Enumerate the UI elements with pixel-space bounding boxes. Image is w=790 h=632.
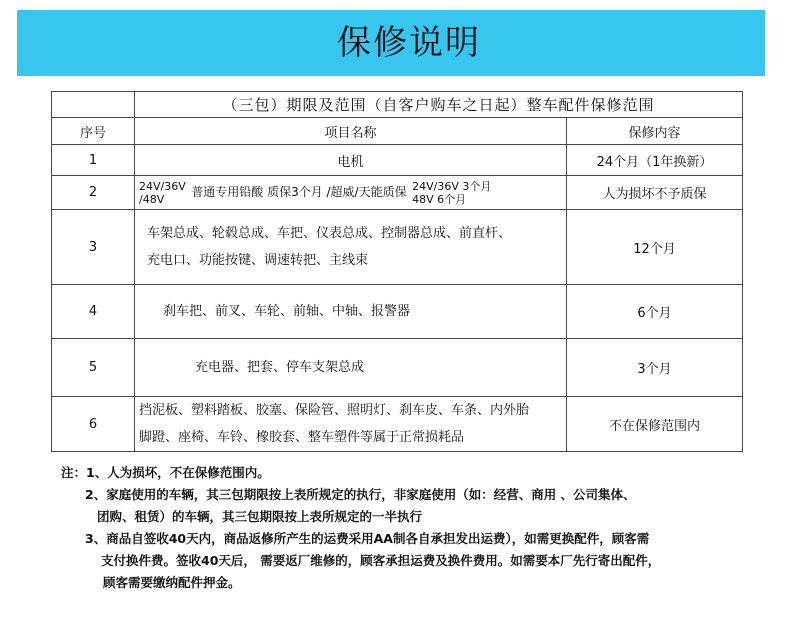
row-no: 1 <box>52 145 135 176</box>
table-caption-row <box>52 92 743 118</box>
row-warranty: 3个月 <box>567 339 743 397</box>
table-row <box>52 145 743 176</box>
note-line-5: 支付换件费。签收40天后， 需要返厂维修的，顾客承担运费及换件费用。如需要本厂先行寄出配件， <box>101 553 661 568</box>
row-item-line2: 脚蹬、座椅、车铃、橡胶套、整车塑件等属于正常损耗品 <box>139 430 465 445</box>
row-no: 3 <box>52 210 135 285</box>
row-warranty: 6个月 <box>567 285 743 339</box>
battery-right-line1: 24V/36V 3个月 <box>412 179 492 193</box>
table-row <box>52 339 743 397</box>
note-line-6: 顾客需要缴纳配件押金。 <box>103 575 241 590</box>
table-row <box>52 210 743 285</box>
battery-voltage-right <box>412 180 491 206</box>
row-item-line1: 挡泥板、塑料踏板、胶塞、保险管、照明灯、刹车皮、车条、内外胎 <box>139 403 530 418</box>
table-header-row <box>52 118 743 145</box>
row-item-line2: 充电口、功能按键、调速转把、主线束 <box>147 253 369 268</box>
row-warranty: 12个月 <box>567 210 743 285</box>
header-item: 项目名称 <box>135 118 567 145</box>
row-item <box>135 397 567 452</box>
row-no: 2 <box>52 176 135 210</box>
battery-middle: 普通专用铅酸 质保3个月 /超威/天能质保 <box>191 185 407 199</box>
battery-left-line2: /48V <box>139 192 165 206</box>
row-item: 刹车把、前叉、车轮、前轴、中轴、报警器 <box>135 285 567 339</box>
table-row <box>52 397 743 452</box>
header-warranty: 保修内容 <box>567 118 743 145</box>
note-line-1: 注：1、人为损坏，不在保修范围内。 <box>61 465 270 480</box>
title-banner <box>17 10 765 76</box>
row-item-battery <box>135 176 567 210</box>
warranty-table <box>51 91 743 452</box>
battery-right-line2: 48V 6个月 <box>412 192 467 206</box>
header-no: 序号 <box>52 118 135 145</box>
table-row <box>52 176 743 210</box>
row-item-line1: 车架总成、轮毂总成、车把、仪表总成、控制器总成、前直杆、 <box>147 226 512 241</box>
note-line-4: 3、商品自签收40天内，商品返修所产生的运费采用AA制各自承担发出运费），如需更换配件，顾客需 <box>85 531 650 546</box>
row-warranty: 人为损坏不予质保 <box>567 176 743 210</box>
row-no: 4 <box>52 285 135 339</box>
table-row <box>52 285 743 339</box>
row-no: 5 <box>52 339 135 397</box>
battery-left-line1: 24V/36V <box>139 179 186 193</box>
row-warranty: 24个月（1年换新） <box>567 145 743 176</box>
row-warranty: 不在保修范围内 <box>567 397 743 452</box>
page-title: 保修说明 <box>337 23 481 63</box>
notes-section <box>61 462 761 594</box>
row-item: 电机 <box>135 145 567 176</box>
row-item: 充电器、把套、停车支架总成 <box>135 339 567 397</box>
row-item <box>135 210 567 285</box>
note-line-3: 团购、租赁）的车辆，其三包期限按上表所规定的一半执行 <box>97 509 423 524</box>
table-caption: （三包）期限及范围（自客户购车之日起）整车配件保修范围 <box>135 92 743 118</box>
note-line-2: 2、家庭使用的车辆，其三包期限按上表所规定的执行，非家庭使用（如：经营、商用 、公司集体、 <box>85 487 636 502</box>
battery-voltage-left <box>139 180 186 206</box>
row-no: 6 <box>52 397 135 452</box>
